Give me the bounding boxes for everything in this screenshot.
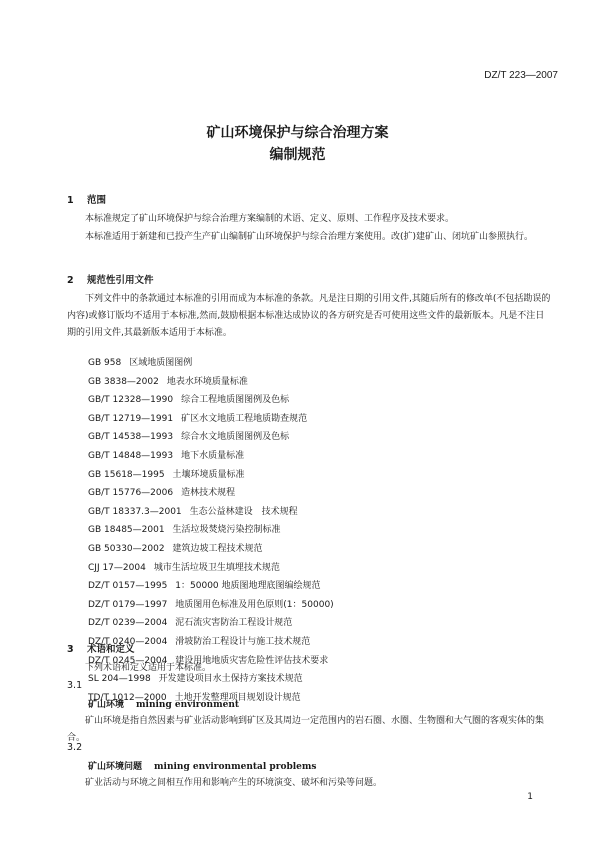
reference-title: 泥石流灾害防治工程设计规范	[175, 618, 293, 629]
reference-title: 地表水环境质量标准	[166, 376, 248, 387]
reference-code: SL 204—1998	[88, 674, 151, 685]
section-title: 范围	[87, 195, 107, 206]
page-number: 1	[527, 792, 533, 802]
reference-item	[88, 484, 334, 503]
reference-title: 建筑边坡工程技术规范	[172, 543, 263, 554]
reference-item	[88, 596, 334, 615]
reference-code: DZ/T 0239—2004	[88, 618, 168, 629]
reference-code: GB 15618—1995	[88, 469, 165, 480]
reference-item	[88, 577, 334, 596]
term-number: 3.2	[67, 742, 83, 753]
term-name-zh: 矿山环境	[88, 700, 125, 710]
reference-code: DZ/T 0179—1997	[88, 599, 168, 610]
section-title: 规范性引用文件	[87, 275, 154, 286]
scope-paragraph-1	[67, 211, 552, 228]
reference-item	[88, 540, 334, 559]
term-definition	[67, 775, 552, 792]
reference-code: GB/T 12328—1990	[88, 395, 174, 406]
reference-item	[88, 447, 334, 466]
reference-title: 造林技术规程	[181, 488, 236, 499]
reference-code: DZ/T 0157—1995	[88, 581, 168, 592]
reference-code: GB 50330—2002	[88, 543, 165, 554]
term-definition	[67, 713, 552, 747]
reference-code: GB/T 15776—2006	[88, 488, 174, 499]
paragraph-text: 本标准适用于新建和已投产生产矿山编制矿山环境保护与综合治理方案使用。改(扩)建矿山、闭坑矿山参照执行。	[85, 232, 534, 242]
reference-title: 生活垃圾焚烧污染控制标准	[172, 525, 281, 536]
section-number: 2	[67, 275, 74, 286]
reference-title: 综合工程地质图图例及色标	[181, 395, 290, 406]
section-number: 3	[67, 644, 74, 655]
section-heading-terms	[67, 641, 135, 655]
term-name-en: mining environment	[136, 700, 240, 710]
reference-item	[88, 428, 334, 447]
reference-code: CJJ 17—2004	[88, 562, 146, 573]
definition-text: 矿山环境是指自然因素与矿业活动影响到矿区及其周边一定范围内的岩石圈、水圈、生物圈和大气圈的客观实体的集合。	[67, 716, 545, 743]
reference-item	[88, 521, 334, 540]
reference-title: 综合水文地质图图例及色标	[181, 432, 290, 443]
reference-title: 生态公益林建设 技术规程	[189, 506, 298, 517]
document-title: 矿山环境保护与综合治理方案	[206, 125, 389, 141]
reference-item	[88, 503, 334, 522]
reference-code: GB 18485—2001	[88, 525, 165, 536]
reference-code: GB/T 12719—1991	[88, 413, 174, 424]
reference-item	[88, 410, 334, 429]
reference-item	[88, 391, 334, 410]
reference-item	[88, 373, 334, 392]
references-intro-paragraph	[67, 291, 552, 342]
section-heading-normative-references	[67, 272, 154, 286]
reference-item	[88, 466, 334, 485]
reference-title: 开发建设项目水土保持方案技术规范	[158, 674, 303, 685]
section-title: 术语和定义	[87, 644, 135, 655]
standard-number: DZ/T 223—2007	[484, 70, 558, 81]
reference-title: 地下水质量标准	[181, 450, 245, 461]
reference-code: DZ/T 0245—2004	[88, 655, 168, 666]
paragraph-text: 本标准规定了矿山环境保护与综合治理方案编制的术语、定义、原则、工作程序及技术要求。	[85, 214, 455, 224]
reference-title: 土壤环境质量标准	[172, 469, 245, 480]
reference-code: GB/T 18337.3—2001	[88, 506, 182, 517]
reference-title: 1：50000 地质图地理底图编绘规范	[175, 581, 321, 592]
term-name-en: mining environmental problems	[154, 762, 317, 772]
reference-title: 区域地质图图例	[129, 358, 193, 368]
terms-intro-paragraph	[67, 660, 552, 677]
reference-item	[88, 614, 334, 633]
definition-text: 矿业活动与环境之间相互作用和影响产生的环境演变、破坏和污染等问题。	[85, 778, 383, 788]
reference-code: GB 958	[88, 358, 122, 368]
term-heading	[88, 697, 239, 710]
reference-title: 滑坡防治工程设计与施工技术规范	[175, 636, 311, 647]
scope-paragraph-2	[67, 229, 552, 246]
paragraph-text: 下列文件中的条款通过本标准的引用而成为本标准的条款。凡是注日期的引用文件,其随后所有的修改单(不包括勘误的内容)或修订版均不适用于本标准,然而,鼓励根据本标准达成协议的各方研究是否可使用这些文件的最新版本。凡是不注日期的引用文件,其最新版本适用于本标准。	[67, 294, 551, 338]
reference-title: 土地开发整理项目规划设计规范	[174, 692, 301, 703]
reference-title: 建设用地地质灾害危险性评估技术要求	[175, 655, 329, 666]
reference-item	[88, 354, 334, 373]
section-number: 1	[67, 195, 74, 206]
reference-title: 地质图用色标准及用色原则(1：50000)	[175, 599, 334, 610]
term-number: 3.1	[67, 680, 83, 691]
term-name-zh: 矿山环境问题	[88, 762, 143, 772]
section-heading-scope	[67, 192, 106, 206]
term-heading	[88, 759, 317, 772]
reference-code: GB 3838—2002	[88, 376, 159, 387]
reference-title: 矿区水文地质工程地质勘查规范	[181, 413, 308, 424]
reference-code: GB/T 14538—1993	[88, 432, 174, 443]
reference-code: DZ/T 0240—2004	[88, 636, 168, 647]
reference-item	[88, 559, 334, 578]
paragraph-text: 下列术语和定义适用于本标准。	[85, 663, 212, 673]
document-subtitle: 编制规范	[269, 147, 326, 163]
reference-code: TD/T 1012—2000	[88, 692, 167, 703]
reference-code: GB/T 14848—1993	[88, 450, 174, 461]
reference-title: 城市生活垃圾卫生填埋技术规范	[153, 562, 280, 573]
